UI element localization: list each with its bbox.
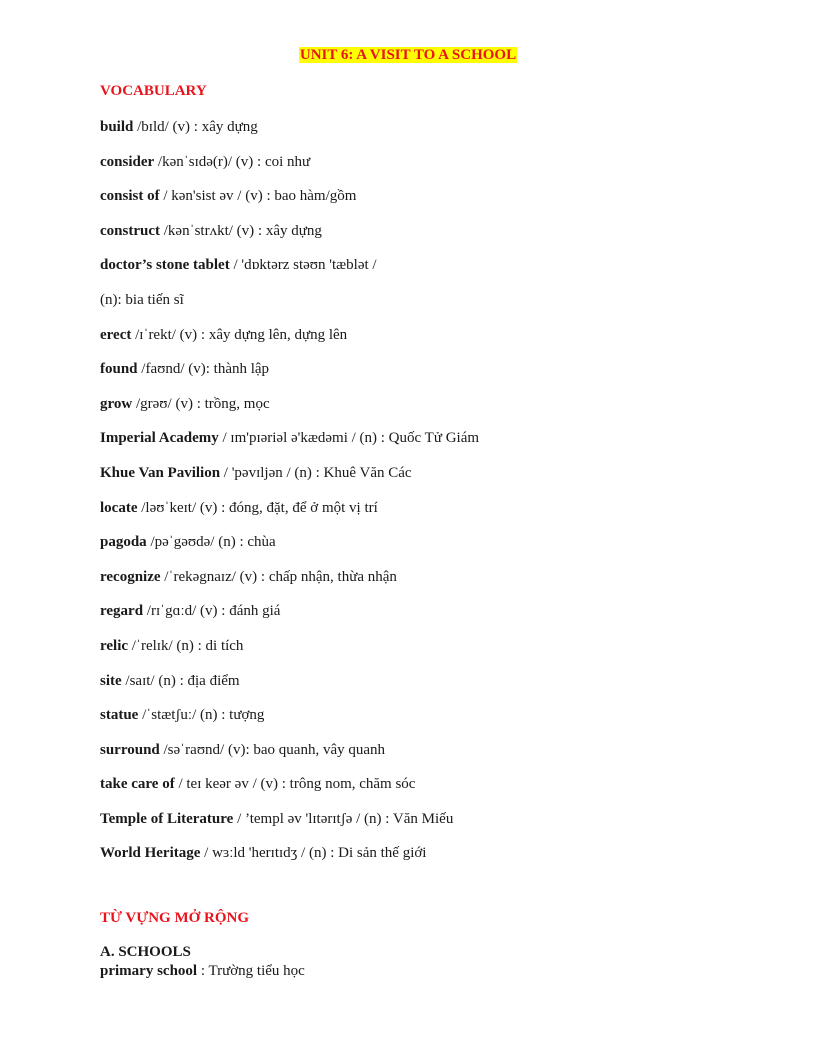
vocabulary-entry [100, 463, 479, 498]
vocabulary-entry [100, 255, 479, 290]
entry-word: relic [100, 637, 129, 654]
entry-definition: /kənˈstrʌkt/ (v) : xây dựng [160, 222, 322, 239]
entry-word: found [100, 361, 138, 378]
vocabulary-entry [100, 152, 479, 187]
vocabulary-entry [100, 705, 479, 740]
vocabulary-entry [100, 498, 479, 533]
vocabulary-entry [100, 117, 479, 152]
entry-definition: /faʊnd/ (v): thành lập [137, 361, 270, 378]
entry-word: build [100, 119, 134, 135]
vocabulary-entry [100, 428, 479, 463]
entry-definition: /səˈraʊnd/ (v): bao quanh, vây quanh [159, 741, 386, 758]
entry-definition: / 'dɒktərz stəʊn 'tæblət / [229, 257, 377, 274]
entry-word: locate [100, 499, 138, 516]
entry-definition: /ˈrekəgnaɪz/ (v) : chấp nhận, thừa nhận [160, 568, 397, 585]
entry-definition: /saɪt/ (n) : địa điểm [121, 672, 240, 689]
entry-definition: / teɪ keər əv / (v) : trông nom, chăm sóc [174, 776, 416, 793]
vocabulary-entry [100, 843, 479, 878]
entry-definition: /ɪˈrekt/ (v) : xây dựng lên, dựng lên [131, 326, 348, 343]
entry-word: Temple of Literature [100, 810, 234, 827]
vocabulary-entry [100, 186, 479, 221]
unit-title: UNIT 6: A VISIT TO A SCHOOL [299, 47, 517, 63]
entry-definition: / kən'sist əv / (v) : bao hàm/gồm [159, 188, 357, 205]
entry-word: Khue Van Pavilion [100, 464, 221, 481]
entry-word: pagoda [100, 534, 147, 551]
entry-word: take care of [100, 776, 175, 793]
entry-definition: /grəʊ/ (v) : trồng, mọc [132, 395, 270, 412]
entry-word: consider [100, 153, 155, 170]
vocabulary-entry [100, 671, 479, 706]
vocabulary-entry [100, 221, 479, 256]
entry-word: regard [100, 603, 144, 620]
vocabulary-entry [100, 636, 479, 671]
entry-definition: / ’templ əv 'lɪtərɪtʃə / (n) : Văn Miếu [233, 810, 454, 827]
entry-word: erect [100, 326, 132, 343]
entry-definition: /ˈstætʃuː/ (n) : tượng [138, 707, 265, 724]
entry-definition: / ɪm'pɪəriəl ə'kædəmi / (n) : Quốc Tử Giám [218, 430, 480, 447]
vocabulary-entry [100, 567, 479, 602]
vocabulary-entry [100, 359, 479, 394]
entry-word: grow [100, 395, 133, 412]
vocabulary-entry [100, 290, 479, 325]
section-a-entry [100, 963, 305, 980]
vocabulary-entry [100, 394, 479, 429]
vocabulary-entry [100, 325, 479, 360]
entry-word: primary school [100, 963, 198, 979]
extended-vocabulary-heading: TỪ VỰNG MỞ RỘNG [100, 910, 250, 926]
entry-definition: /ləʊˈkeɪt/ (v) : đóng, đặt, để ở một vị trí [137, 499, 378, 516]
entry-definition: / wɜːld 'herɪtɪdʒ / (n) : Di sản thế giới [200, 845, 427, 862]
section-a-heading: A. SCHOOLS [100, 944, 191, 960]
entry-definition: /pəˈgəʊdə/ (n) : chùa [146, 534, 276, 551]
entry-word: statue [100, 707, 139, 724]
vocabulary-entry [100, 740, 479, 775]
vocabulary-heading: VOCABULARY [100, 83, 207, 99]
entry-word: doctor’s stone tablet [100, 257, 230, 274]
entry-definition: : Trường tiểu học [197, 963, 305, 979]
vocabulary-list [100, 117, 479, 878]
vocabulary-entry [100, 532, 479, 567]
entry-definition: /rɪˈgɑːd/ (v) : đánh giá [143, 603, 281, 620]
vocabulary-entry [100, 809, 479, 844]
entry-word: site [100, 672, 122, 689]
entry-word: Imperial Academy [100, 430, 219, 447]
vocabulary-entry [100, 774, 479, 809]
entry-word: construct [100, 222, 160, 239]
entry-definition: /kənˈsɪdə(r)/ (v) : coi như [154, 153, 311, 170]
entry-definition: /bɪld/ (v) : xây dựng [133, 119, 258, 135]
entry-definition: /ˈrelɪk/ (n) : di tích [128, 637, 244, 654]
entry-word: consist of [100, 188, 160, 205]
entry-word: World Heritage [100, 845, 201, 862]
entry-definition: (n): bia tiến sĩ [100, 291, 184, 308]
entry-word: surround [100, 741, 160, 758]
entry-word: recognize [100, 568, 161, 585]
vocabulary-entry [100, 601, 479, 636]
entry-definition: / 'pəvɪljən / (n) : Khuê Văn Các [220, 464, 412, 481]
